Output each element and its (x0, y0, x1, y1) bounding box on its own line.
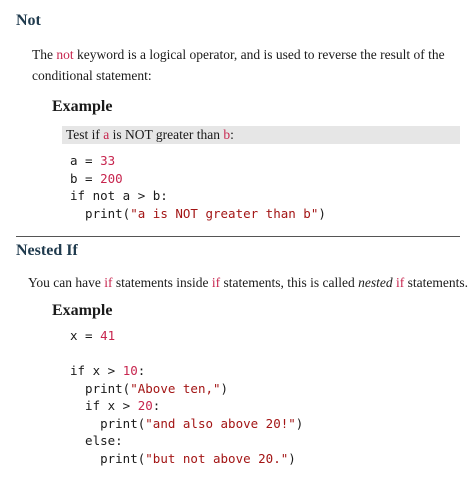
text: is NOT greater than (109, 127, 224, 142)
code-block-nested (70, 327, 303, 467)
text: : (230, 127, 234, 142)
keyword-if: if (395, 275, 405, 290)
code-string: "and also above 20!" (145, 415, 296, 431)
text: You can have (28, 275, 105, 290)
code-text: print( (70, 380, 131, 396)
example-note (62, 126, 460, 144)
code-number: 20 (137, 398, 153, 413)
text: Test if (66, 127, 104, 142)
code-text: if not a > b: (70, 188, 168, 203)
code-text: b = (70, 170, 101, 186)
example-heading-nested: Example (52, 302, 113, 319)
code-text: : (137, 363, 146, 378)
code-number: 10 (122, 363, 138, 378)
emphasis-nested: nested (358, 275, 393, 290)
code-text: ) (295, 415, 304, 431)
code-number: 200 (100, 170, 123, 186)
code-text: else: (70, 433, 123, 448)
text: conditional statement: (32, 68, 152, 83)
nested-description (28, 272, 468, 293)
not-description (32, 44, 462, 86)
code-text: print( (70, 450, 146, 466)
text: The (32, 47, 57, 62)
text: statements, this is called (220, 275, 359, 290)
code-text: ) (288, 450, 296, 466)
text: statements. (404, 275, 468, 290)
code-text: print( (70, 415, 146, 431)
section-divider (16, 236, 460, 237)
code-string: "a is NOT greater than b" (130, 205, 319, 221)
code-text: ) (318, 205, 326, 221)
code-number: 33 (100, 153, 116, 168)
code-number: 41 (100, 328, 116, 343)
example-heading-not: Example (52, 98, 113, 115)
code-text: if x > (70, 398, 138, 413)
keyword-if: if (211, 275, 221, 290)
code-text: print( (70, 205, 131, 221)
section-title-nested-if: Nested If (16, 242, 78, 259)
code-string: "Above ten," (130, 380, 221, 396)
text: keyword is a logical operator, and is used to reverse the result of the (73, 47, 445, 62)
text: statements inside (112, 275, 212, 290)
section-title-not: Not (16, 12, 41, 29)
code-string: "but not above 20." (145, 450, 289, 466)
code-block-not (70, 152, 326, 222)
code-text: x = (70, 328, 101, 343)
keyword-if: if (104, 275, 113, 290)
code-text: a = (70, 153, 101, 168)
code-text: : (152, 398, 161, 413)
var-b: b (223, 127, 231, 142)
code-text: ) (220, 380, 229, 396)
keyword-not: not (56, 47, 74, 62)
code-text: if x > (70, 363, 123, 378)
var-a: a (103, 127, 110, 142)
